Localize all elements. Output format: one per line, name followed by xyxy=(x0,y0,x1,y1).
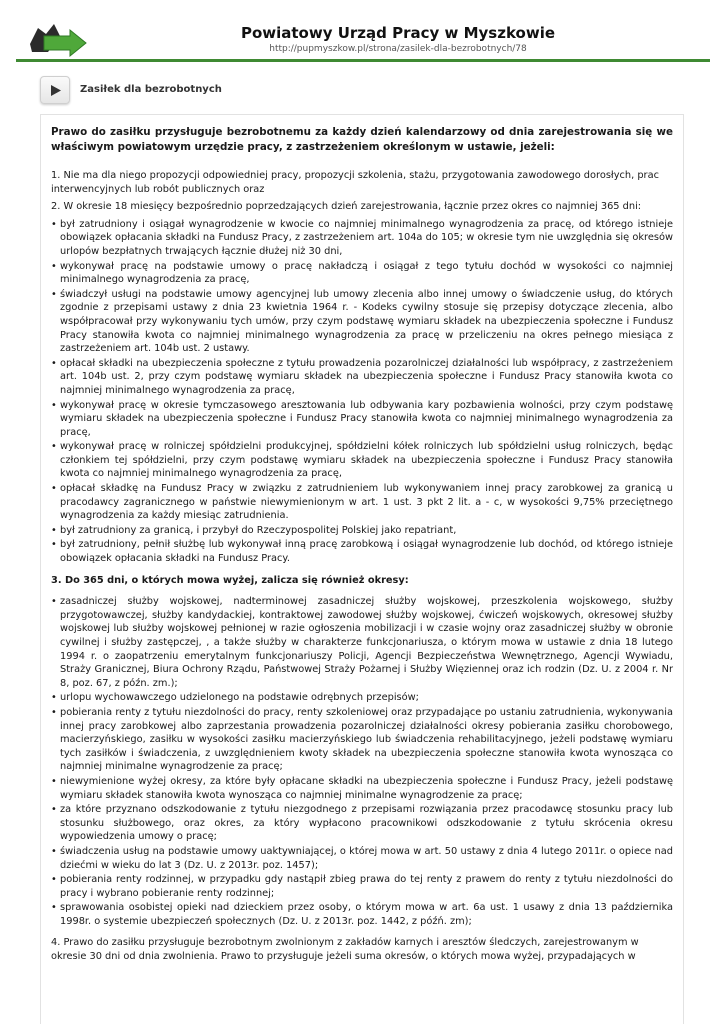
section-3-heading: 3. Do 365 dni, o których mowa wyżej, zalicza się również okresy: xyxy=(51,574,409,586)
arrow-right-icon xyxy=(50,84,62,97)
condition-2: 2. W okresie 18 miesięcy bezpośrednio poprzedzających dzień zarejestrowania, łącznie przez okres co najmniej 365 dni: xyxy=(51,201,642,213)
list-item: • był zatrudniony, pełnił służbę lub wykonywał inną pracę zarobkową i osiągał wynagrodzenie lub dochód, od którego istnieje obowiązek opłacania składki na Fundusz Pracy. xyxy=(51,538,673,565)
list-item: • wykonywał pracę na podstawie umowy o pracę nakładczą i osiągał z tego tytułu dochód w wysokości co najmniej minimalnego wynagrodzenia za pracę, xyxy=(51,260,673,287)
article-body xyxy=(40,114,684,1024)
lead-paragraph: Prawo do zasiłku przysługuje bezrobotnemu za każdy dzień kalendarzowy od dnia zarejestrowania się we właściwym powiatowym urzędzie pracy, z zastrzeżeniem określonym w ustawie, jeżeli: xyxy=(51,126,673,153)
page-heading xyxy=(40,76,700,106)
page-title: Zasiłek dla bezrobotnych xyxy=(80,84,222,95)
list-item: • opłacał składkę na Fundusz Pracy w związku z zatrudnieniem lub wykonywaniem innej pracy zarobkowej za granicą u pracodawcy zagranicznego w państwie niewymienionym w art. 1 ust. 3 pkt 2 lit. a - c, w wysokości 9,75% przeciętnego wynagrodzenia za każdy miesiąc zatrudnienia. xyxy=(51,482,673,523)
list-item: • był zatrudniony i osiągał wynagrodzenie w kwocie co najmniej minimalnego wynagrodzenia za pracę, od którego istnieje obowiązek opłacania składki na Fundusz Pracy, z zastrzeżeniem art. 104a do 105; w okresie tym nie uwzględnia się okresów urlopów bezpłatnych trwających łącznie dłużej niż 30 dni, xyxy=(51,218,673,259)
list-item: • niewymienione wyżej okresy, za które były opłacane składki na ubezpieczenia społeczne i Fundusz Pracy, jeżeli podstawę wymiaru składek stanowiła kwota wynosząca co najmniej minimalne wynagrodzenie za pracę; xyxy=(51,775,673,802)
site-header xyxy=(16,14,710,62)
site-url[interactable]: http://pupmyszkow.pl/strona/zasilek-dla-bezrobotnych/78 xyxy=(269,44,527,54)
list-item: • pobierania renty z tytułu niezdolności do pracy, renty szkoleniowej oraz przypadające po ustaniu zatrudnienia, wykonywania innej pracy zarobkowej albo zaprzestania prowadzenia pozarolniczej działalności okresy pobierania zasiłku chorobowego, macierzyńskiego, zasiłku w wysokości zasiłku macierzyńskiego lub świadczenia rehabilitacyjnego, jeżeli podstawę wymiaru tych zasiłków i świadczenia, z uwzględnieniem kwoty składek na ubezpieczenia społeczne stanowiła kwota wynosząca co najmniej minimalne wynagrodzenie za pracę; xyxy=(51,706,673,774)
site-title: Powiatowy Urząd Pracy w Myszkowie xyxy=(240,24,556,42)
list-item: • zasadniczej służby wojskowej, nadterminowej zasadniczej służby wojskowej, przeszkolenia wojskowego, służby przygotowawczej, służby kandydackiej, kontraktowej zawodowej służby wojskowej, ćwiczeń wojskowych, okresowej służby wojskowej lub służby wojskowej pełnionej w razie ogłoszenia mobilizacji i w czasie wojny oraz zasadniczej służby w obronie cywilnej i służby zastępczej, , a także służby w charakterze funkcjonariusza, o którym mowa w ustawie z dnia 18 lutego 1994 r. o zaopatrzeniu emerytalnym funkcjonariuszy Policji, Agencji Bezpieczeństwa Wewnętrznego, Agencji Wywiadu, Straży Granicznej, Biura Ochrony Rządu, Państwowej Straży Pożarnej i Służby Więziennej oraz ich rodzin (Dz. U. z 2004 r. Nr 8, poz. 67, z późn. zm.); xyxy=(51,595,673,690)
employment-list xyxy=(51,218,673,566)
list-item: • opłacał składki na ubezpieczenia społeczne z tytułu prowadzenia pozarolniczej działalności lub współpracy, z zastrzeżeniem art. 104b ust. 2, przy czym podstawę wymiaru składek na ubezpieczenia społeczne i Fundusz Pracy stanowiła kwota co najmniej minimalnego wynagrodzenia za pracę, xyxy=(51,357,673,398)
list-item: • urlopu wychowawczego udzielonego na podstawie odrębnych przepisów; xyxy=(51,691,673,705)
list-item: • był zatrudniony za granicą, i przybył do Rzeczypospolitej Polskiej jako repatriant, xyxy=(51,524,673,538)
list-item: • wykonywał pracę w rolniczej spółdzielni produkcyjnej, spółdzielni kółek rolniczych lub spółdzielni usług rolniczych, będąc członkiem tej spółdzielni, przy czym podstawę wymiaru składek na ubezpieczenia społeczne i Fundusz Pracy stanowiła kwota co najmniej minimalnego wynagrodzenia za pracę, xyxy=(51,440,673,481)
paragraph-4: 4. Prawo do zasiłku przysługuje bezrobotnym zwolnionym z zakładów karnych i aresztów śledczych, zarejestrowanym w okresie 30 dni od dnia zwolnienia. Prawo to przysługuje jeżeli suma okresów, o których mowa wyżej, przypadających w xyxy=(51,937,639,963)
condition-1: 1. Nie ma dla niego propozycji odpowiedniej pracy, propozycji szkolenia, stażu, przygotowania zawodowego dorosłych, prac interwencyjnych lub robót publicznych oraz xyxy=(51,170,659,195)
list-item: • wykonywał pracę w okresie tymczasowego aresztowania lub odbywania kary pozbawienia wolności, przy czym podstawę wymiaru składek na ubezpieczenia społeczne i Fundusz Pracy stanowiła kwota co najmniej minimalnego wynagrodzenia za pracę, xyxy=(51,399,673,440)
list-item: • pobierania renty rodzinnej, w przypadku gdy nastąpił zbieg prawa do tej renty z prawem do renty z tytułu niezdolności do pracy i wybrano pobieranie renty rodzinnej; xyxy=(51,873,673,900)
list-item: • sprawowania osobistej opieki nad dzieckiem przez osoby, o którym mowa w art. 6a ust. 1 usawy z dnia 13 października 1998r. o systemie ubezpieczeń społecznych (Dz. U. z 2013r. poz. 1442, z późń. zm); xyxy=(51,901,673,928)
arrow-button[interactable] xyxy=(40,76,70,104)
list-item: • za które przyznano odszkodowanie z tytułu niezgodnego z przepisami rozwiązania przez pracodawcę stosunku pracy lub stosunku służbowego, oraz okres, za który wypłacono pracownikowi odszkodowanie z tytułu skrócenia okresu wypowiedzenia umowy o pracę; xyxy=(51,803,673,844)
list-item: • świadczenia usług na podstawie umowy uaktywniającej, o której mowa w art. 50 ustawy z dnia 4 lutego 2011r. o opiece nad dziećmi w wieku do lat 3 (Dz. U. z 2013r. poz. 1457); xyxy=(51,845,673,872)
periods-list xyxy=(51,595,673,928)
list-item: • świadczył usługi na podstawie umowy agencyjnej lub umowy zlecenia albo innej umowy o świadczenie usług, do których zgodnie z przepisami ustawy z dnia 23 kwietnia 1964 r. - Kodeks cywilny stosuje się przepisy dotyczące zlecenia, albo współpracował przy wykonywaniu tych umów, przy czym podstawę wymiaru składek na ubezpieczenia społeczne i Fundusz Pracy stanowiła kwota co najmniej minimalnego wynagrodzenia za pracę w przeliczeniu na okres pełnego miesiąca z zastrzeżeniem art. 104b ust. 2 ustawy. xyxy=(51,288,673,356)
